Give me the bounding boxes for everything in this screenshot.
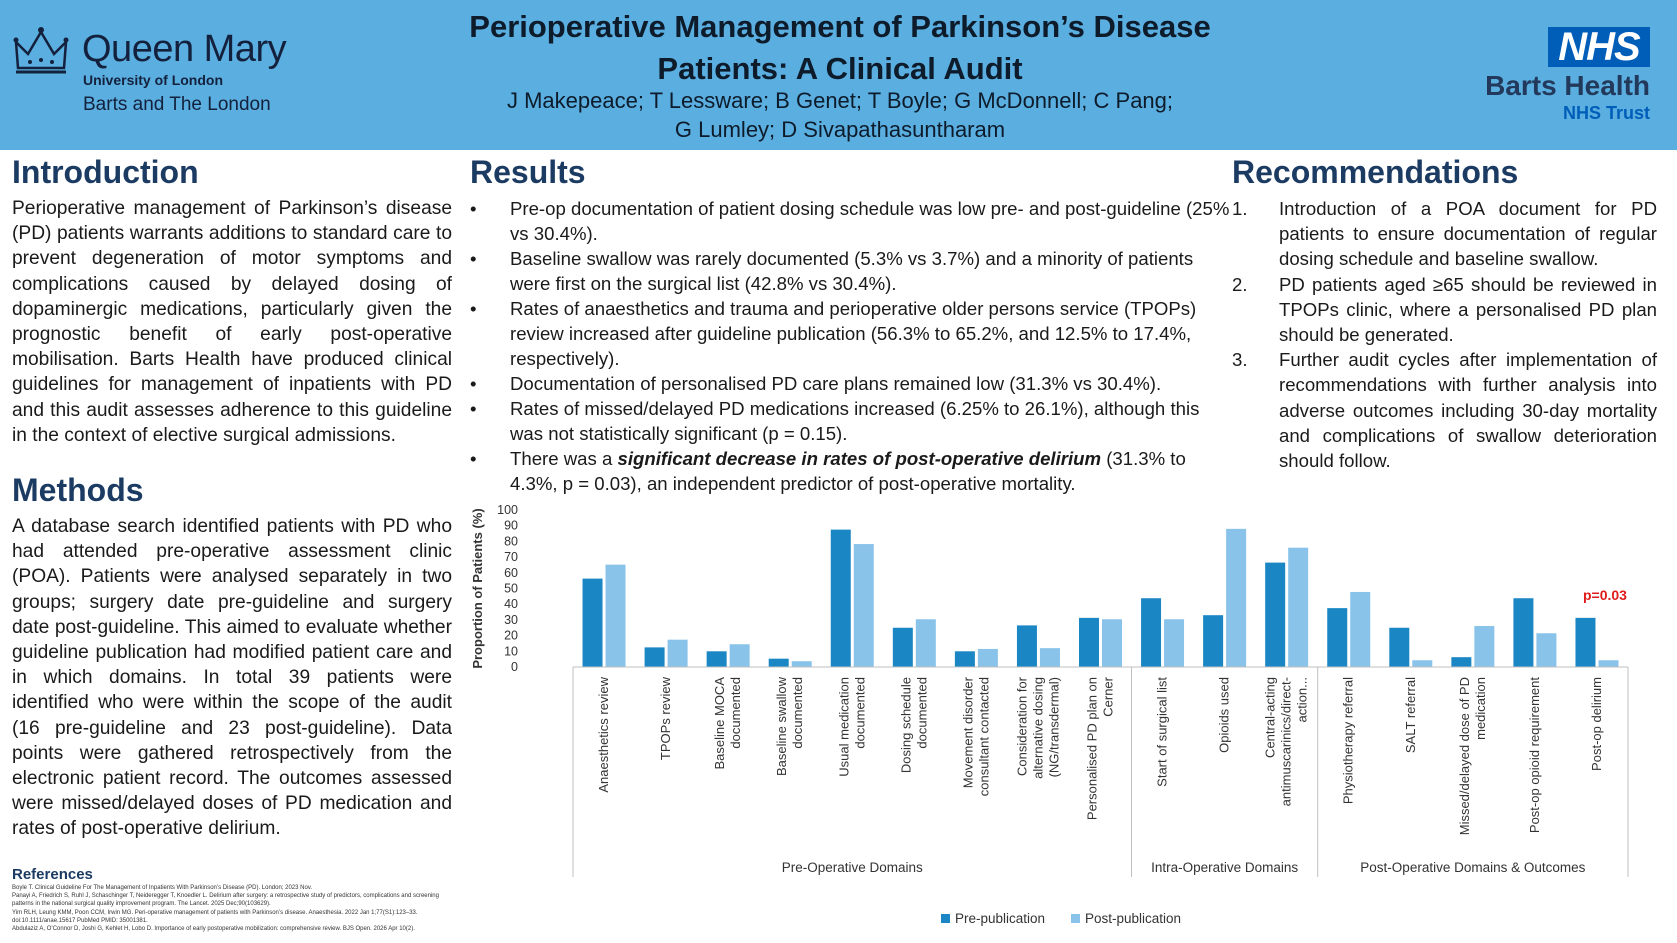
bar-pre-publication [1327,608,1347,667]
recommendation-item [1232,272,1657,348]
bullet: • [470,298,477,319]
category-label-line: antimuscarinics/direct- [1278,677,1294,807]
category-label [1263,677,1310,806]
bar-post-publication [668,640,688,667]
category-label [1341,677,1356,804]
result-item [470,371,1230,396]
result-text: Baseline swallow was rarely documented (5.3% vs 3.7%) and a minority of patients were first on the surgical list (42.8% vs 30.4%). [510,248,1194,294]
bar-pre-publication [1451,657,1471,667]
bar-pre-publication [1389,628,1409,667]
category-label-line: Missed/delayed dose of PD [1456,677,1472,836]
y-tick-label: 70 [504,550,518,565]
result-item [470,296,1230,371]
category-label-line: documented [728,677,744,749]
bar-post-publication [854,544,874,667]
category-label [1527,677,1542,833]
bar-pre-publication [1203,615,1223,667]
introduction-text: Perioperative management of Parkinson’s disease (PD) patients warrants additions to standard care to prevent degeneration of motor symptoms and complications caused by delayed dosing of dopaminergic medications, particularly given the prognostic benefit of early post-operative mobilisation. Barts Health have produced clinical guidelines for management of inpatients with PD and this audit assesses adherence to this guideline in the context of elective surgical admissions. [12,198,452,446]
y-tick-label: 20 [504,628,518,643]
authors-line-2: G Lumley; D Sivapathasuntharam [674,117,1006,142]
crown-icon [10,24,72,80]
bar-post-publication [1536,633,1556,667]
result-item [470,396,1230,446]
bar-pre-publication [955,651,975,667]
recommendations-list [1232,196,1657,473]
y-tick-label: 30 [504,612,518,627]
group-label: Post-Operative Domains & Outcomes [1360,860,1586,875]
result-item [470,246,1230,296]
category-label-line: Central-acting [1262,677,1278,758]
category-label-line: action... [1294,677,1310,723]
bar-post-publication [730,644,750,667]
category-label [898,677,929,773]
category-label-line: (NG/transdermal) [1046,677,1062,778]
y-tick-label: 100 [497,503,518,517]
group-label: Pre-Operative Domains [781,860,923,875]
header-banner [0,0,1677,150]
bar-post-publication [1474,626,1494,667]
recommendation-item [1232,347,1657,473]
author-list [330,86,1350,144]
methods-text: A database search identified patients with PD who had attended pre-operative assessment clinic (POA). Patients were analysed separately in two groups; surgery date pre-guideline and surgery date post-guideline. This aimed to evaluate whether guideline publication had modified patient care and in which domains. In total 39 patients were identified who were within the scope of the audit (16 pre-guideline and 23 post-guideline). Data points were gathered retrospectively from the electronic patient record. The outcomes assessed were missed/delayed doses of PD medication and rates of post-operative delirium. [12,516,452,840]
category-label-line: Post-op opioid requirement [1526,677,1542,834]
category-label [596,676,611,792]
result-item [470,196,1230,246]
recommendation-text: Further audit cycles after implementation of recommendations with further analysis into adverse outcomes including 30-day mortality and complications of swallow deterioration should follow. [1279,349,1657,472]
category-label [1014,676,1061,779]
category-label-line: documented [852,677,868,749]
category-label-line: Consideration for [1014,677,1030,776]
result-text: Pre-op documentation of patient dosing schedule was low pre- and post-guideline (25% vs 30.4%). [510,198,1230,244]
category-label [1589,677,1604,771]
y-tick-label: 40 [504,597,518,612]
bullet: • [470,248,477,269]
category-label [1457,677,1488,835]
category-label-line: Personalised PD plan on [1084,677,1100,821]
category-label-line: alternative dosing [1030,677,1046,779]
y-tick-label: 80 [504,534,518,549]
category-label [712,677,743,770]
references-list [12,884,448,933]
result-text: Documentation of personalised PD care plans remained low (31.3% vs 30.4%). [510,373,1162,394]
y-tick-label: 0 [511,660,518,674]
bar-pre-publication [1575,618,1595,667]
recommendation-number: 2. [1232,273,1248,295]
bar-pre-publication [1513,598,1533,667]
y-tick-label: 90 [504,518,518,533]
university-sub: University of London [83,72,223,88]
bar-post-publication [1102,619,1122,667]
category-label-line: Cerner [1100,677,1116,717]
bar-pre-publication [1079,618,1099,667]
bar-post-publication [1412,660,1432,667]
university-name: Queen Mary [82,28,287,70]
category-label-line: Baseline MOCA [712,677,728,770]
references-heading: References [12,866,93,883]
queen-mary-logo [10,22,290,122]
bullet: • [470,448,477,469]
category-label-line: Start of surgical list [1154,677,1170,787]
bar-post-publication [792,661,812,667]
category-label [1155,677,1170,787]
category-label-line: consultant contacted [976,677,992,797]
legend-swatch [941,914,950,923]
bar-pre-publication [1265,563,1285,667]
result-text: (31.3% to 4.3%, p = 0.03), an independent predictor of post-operative mortality. [510,448,1186,494]
result-text: Rates of missed/delayed PD medications increased (6.25% to 26.1%), although this was not statistically significant (p = 0.15). [510,398,1200,444]
bar-pre-publication [893,628,913,667]
category-label [1403,677,1418,753]
legend-label: Pre-publication [955,911,1046,926]
reference-item: Boyle T. Clinical Guideline For The Management of Inpatients With Parkinson’s Disease (PD). London; 2023 Nov. [12,885,313,891]
legend-swatch [1071,914,1080,923]
bar-pre-publication [583,579,603,667]
reference-item: Abdulaziz A, O’Connor D, Joshi G, Kehlet H, Lobo D. Importance of early postoperative mobilization: comprehensive review. BJS Open. 2026 Apr 10(2). [12,926,415,933]
recommendations-heading: Recommendations [1232,154,1519,190]
y-axis-title: Proportion of Patients (%) [470,508,485,669]
bar-pre-publication [1017,625,1037,667]
legend-label: Post-publication [1085,911,1182,926]
category-label-line: Movement disorder [960,677,976,789]
result-item [470,446,1230,496]
bar-post-publication [1288,548,1308,667]
bullet: • [470,373,477,394]
bar-post-publication [1226,529,1246,667]
bullet: • [470,198,477,219]
category-label-line: documented [914,677,930,749]
category-label [960,676,991,796]
group-label: Intra-Operative Domains [1151,860,1299,875]
bar-post-publication [1598,660,1618,667]
bar-post-publication [1040,648,1060,667]
recommendation-number: 1. [1232,198,1248,219]
authors-line-1: J Makepeace; T Lessware; B Genet; T Boyle; G McDonnell; C Pang; [506,88,1174,113]
results-list [470,196,1230,496]
category-label-line: SALT referral [1402,677,1418,754]
category-label-line: Post-op delirium [1588,677,1604,771]
result-text: Rates of anaesthetics and trauma and perioperative older persons service (TPOPs) review increased after guideline publication (56.3% to 65.2%, and 12.5% to 17.4%, respectively). [510,298,1197,369]
result-emphasis: significant decrease in rates of post-operative delirium [617,448,1102,469]
school-name: Barts and The London [83,94,271,115]
category-label [836,677,867,777]
significance-annotation: p=0.03 [1582,586,1627,603]
methods-heading: Methods [12,472,144,508]
bullet: • [470,398,477,419]
category-label-line: documented [790,677,806,749]
category-label [1085,676,1116,820]
category-label-line: Physiotherapy referral [1340,677,1356,805]
bar-post-publication [916,619,936,667]
bar-post-publication [1350,592,1370,667]
category-label [1217,677,1232,753]
category-label-line: Usual medication [836,677,852,777]
y-tick-label: 10 [504,644,518,659]
bar-post-publication [1164,619,1184,667]
reference-item: Yim RLH, Leung KMM, Poon CCM, Irwin MG. Peri-operative management of patients with Parkinson’s disease. Anaesthesia. 2022 Jan 1;77(S1):123–33. doi:10.1111/anae.15617 PubMed PMID: 35001381. [12,909,418,924]
bar-pre-publication [645,647,665,667]
bar-post-publication [606,565,626,667]
recommendation-text: Introduction of a POA document for PD patients to ensure documentation of regular dosing schedule and baseline swallow. [1279,198,1657,270]
y-tick-label: 50 [504,581,518,596]
recommendation-item [1232,196,1657,272]
bar-pre-publication [707,651,727,667]
bar-pre-publication [1141,598,1161,667]
category-label-line: Baseline swallow [774,677,790,776]
poster-title [330,6,1350,90]
title-line-2: Patients: A Clinical Audit [657,51,1023,86]
nhs-logo: NHS [1548,27,1650,67]
title-line-1: Perioperative Management of Parkinson’s Disease [469,9,1211,44]
category-label-line: TPOPs review [658,677,674,761]
category-label-line: medication [1472,677,1488,740]
recommendation-text: PD patients aged ≥65 should be reviewed in TPOPs clinic, where a personalised PD plan should be generated. [1279,273,1657,346]
trust-name: Barts Health [1485,70,1650,101]
category-label-line: Opioids used [1216,677,1232,753]
trust-subtitle: NHS Trust [1562,103,1650,123]
bar-post-publication [978,649,998,667]
result-text: There was a [510,448,618,469]
bar-pre-publication [769,659,789,667]
results-heading: Results [470,154,586,190]
category-label-line: Anaesthetics review [596,677,612,793]
category-label [774,676,805,776]
bar-pre-publication [831,530,851,667]
category-label-line: Dosing schedule [898,677,914,774]
category-label [658,676,673,760]
introduction-heading: Introduction [12,154,199,190]
y-tick-label: 60 [504,565,518,580]
reference-item: Panayi A, Friedrich S, Ruhl J, Schaschinger T, Neideregger T, Knoedler L. Delirium after surgery: a retrospective study of predictors, complications and screening patterns in the national surgical quality improvement program. The Lancet. 2025 Dec;90(103629). [12,893,439,908]
results-bar-chart [470,500,1660,940]
recommendation-number: 3. [1232,349,1248,371]
